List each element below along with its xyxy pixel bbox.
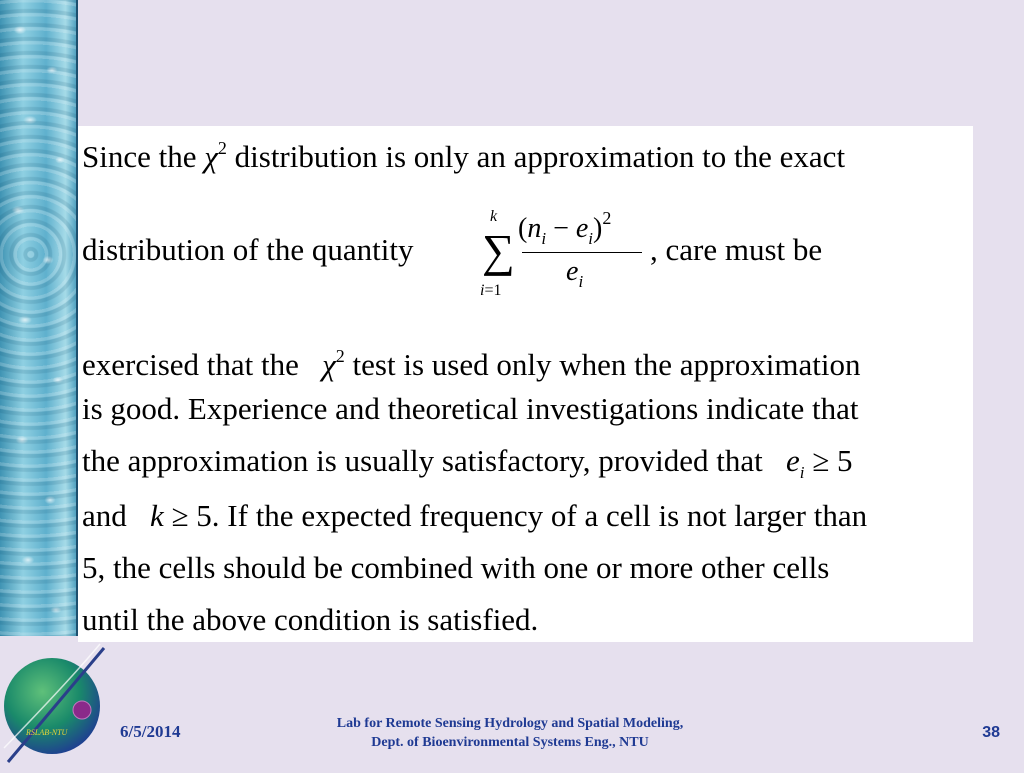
subscript-i: i (541, 229, 547, 248)
index-i: i (480, 282, 485, 299)
fraction-numerator (518, 208, 611, 249)
lab-line-2: Dept. of Bioenvironmental Systems Eng., NTU (371, 735, 649, 750)
paren-close: ) (593, 213, 603, 244)
subscript-i: i (578, 272, 584, 291)
rslab-logo (0, 640, 110, 768)
logo-text: RSLAB-NTU (26, 728, 68, 737)
sigma-symbol: ∑ (482, 225, 515, 276)
text-line-2a (82, 232, 414, 268)
paren-open: ( (518, 213, 528, 244)
text-segment: exercised that the (82, 347, 299, 382)
decorative-water-strip (0, 0, 77, 636)
text-line-1 (82, 130, 845, 175)
chi-symbol: χ (322, 347, 336, 382)
text-segment: distribution is only an approximation to the exact (234, 139, 846, 174)
chi-square-formula (476, 206, 656, 306)
var-e: e (575, 213, 589, 244)
text-line-8 (82, 602, 538, 638)
text-segment: the approximation is usually satisfactory, provided that (82, 443, 763, 478)
minus-sign: − (546, 213, 576, 244)
text-segment: until the above condition is satisfied. (82, 602, 539, 637)
subscript-i: i (799, 463, 805, 482)
text-segment: 5, the cells should be combined with one or more other cells (82, 550, 830, 585)
var-e: e (566, 256, 579, 287)
fraction-bar (522, 252, 642, 253)
sum-lower-limit: i=1 (480, 282, 502, 299)
text-segment: and (82, 498, 127, 533)
text-segment: is good. Experience and theoretical investigations indicate that (82, 391, 859, 426)
slide-date: 6/5/2014 (120, 722, 181, 741)
text-line-2b (650, 232, 822, 268)
subscript-i: i (588, 229, 594, 248)
page-number: 38 (982, 724, 1000, 741)
lab-name (270, 714, 750, 752)
power-2: 2 (602, 208, 612, 228)
fraction-denominator (566, 256, 583, 292)
lab-line-1: Lab for Remote Sensing Hydrology and Spatial Modeling, (336, 716, 684, 731)
text-line-6 (82, 498, 867, 534)
text-line-7 (82, 550, 829, 586)
text-line-4 (82, 391, 858, 427)
superscript: 2 (335, 346, 345, 366)
sum-upper-limit: k (490, 208, 498, 225)
text-segment: distribution of the quantity (82, 232, 414, 267)
var-k: k (150, 498, 164, 533)
condition-ge5: ≥ 5 (171, 498, 212, 533)
text-segment: Since the (82, 139, 197, 174)
var-e: e (785, 443, 800, 478)
condition-ge5: ≥ 5 (812, 443, 853, 478)
text-segment: , care must be (650, 232, 823, 267)
text-line-3 (82, 338, 861, 383)
text-segment: . If the expected frequency of a cell is not larger than (211, 498, 868, 533)
slide-content (78, 126, 973, 642)
superscript: 2 (217, 138, 227, 158)
chi-symbol: χ (204, 139, 218, 174)
var-n: n (527, 213, 542, 244)
text-segment: test is used only when the approximation (352, 347, 861, 382)
text-line-5 (82, 443, 852, 491)
